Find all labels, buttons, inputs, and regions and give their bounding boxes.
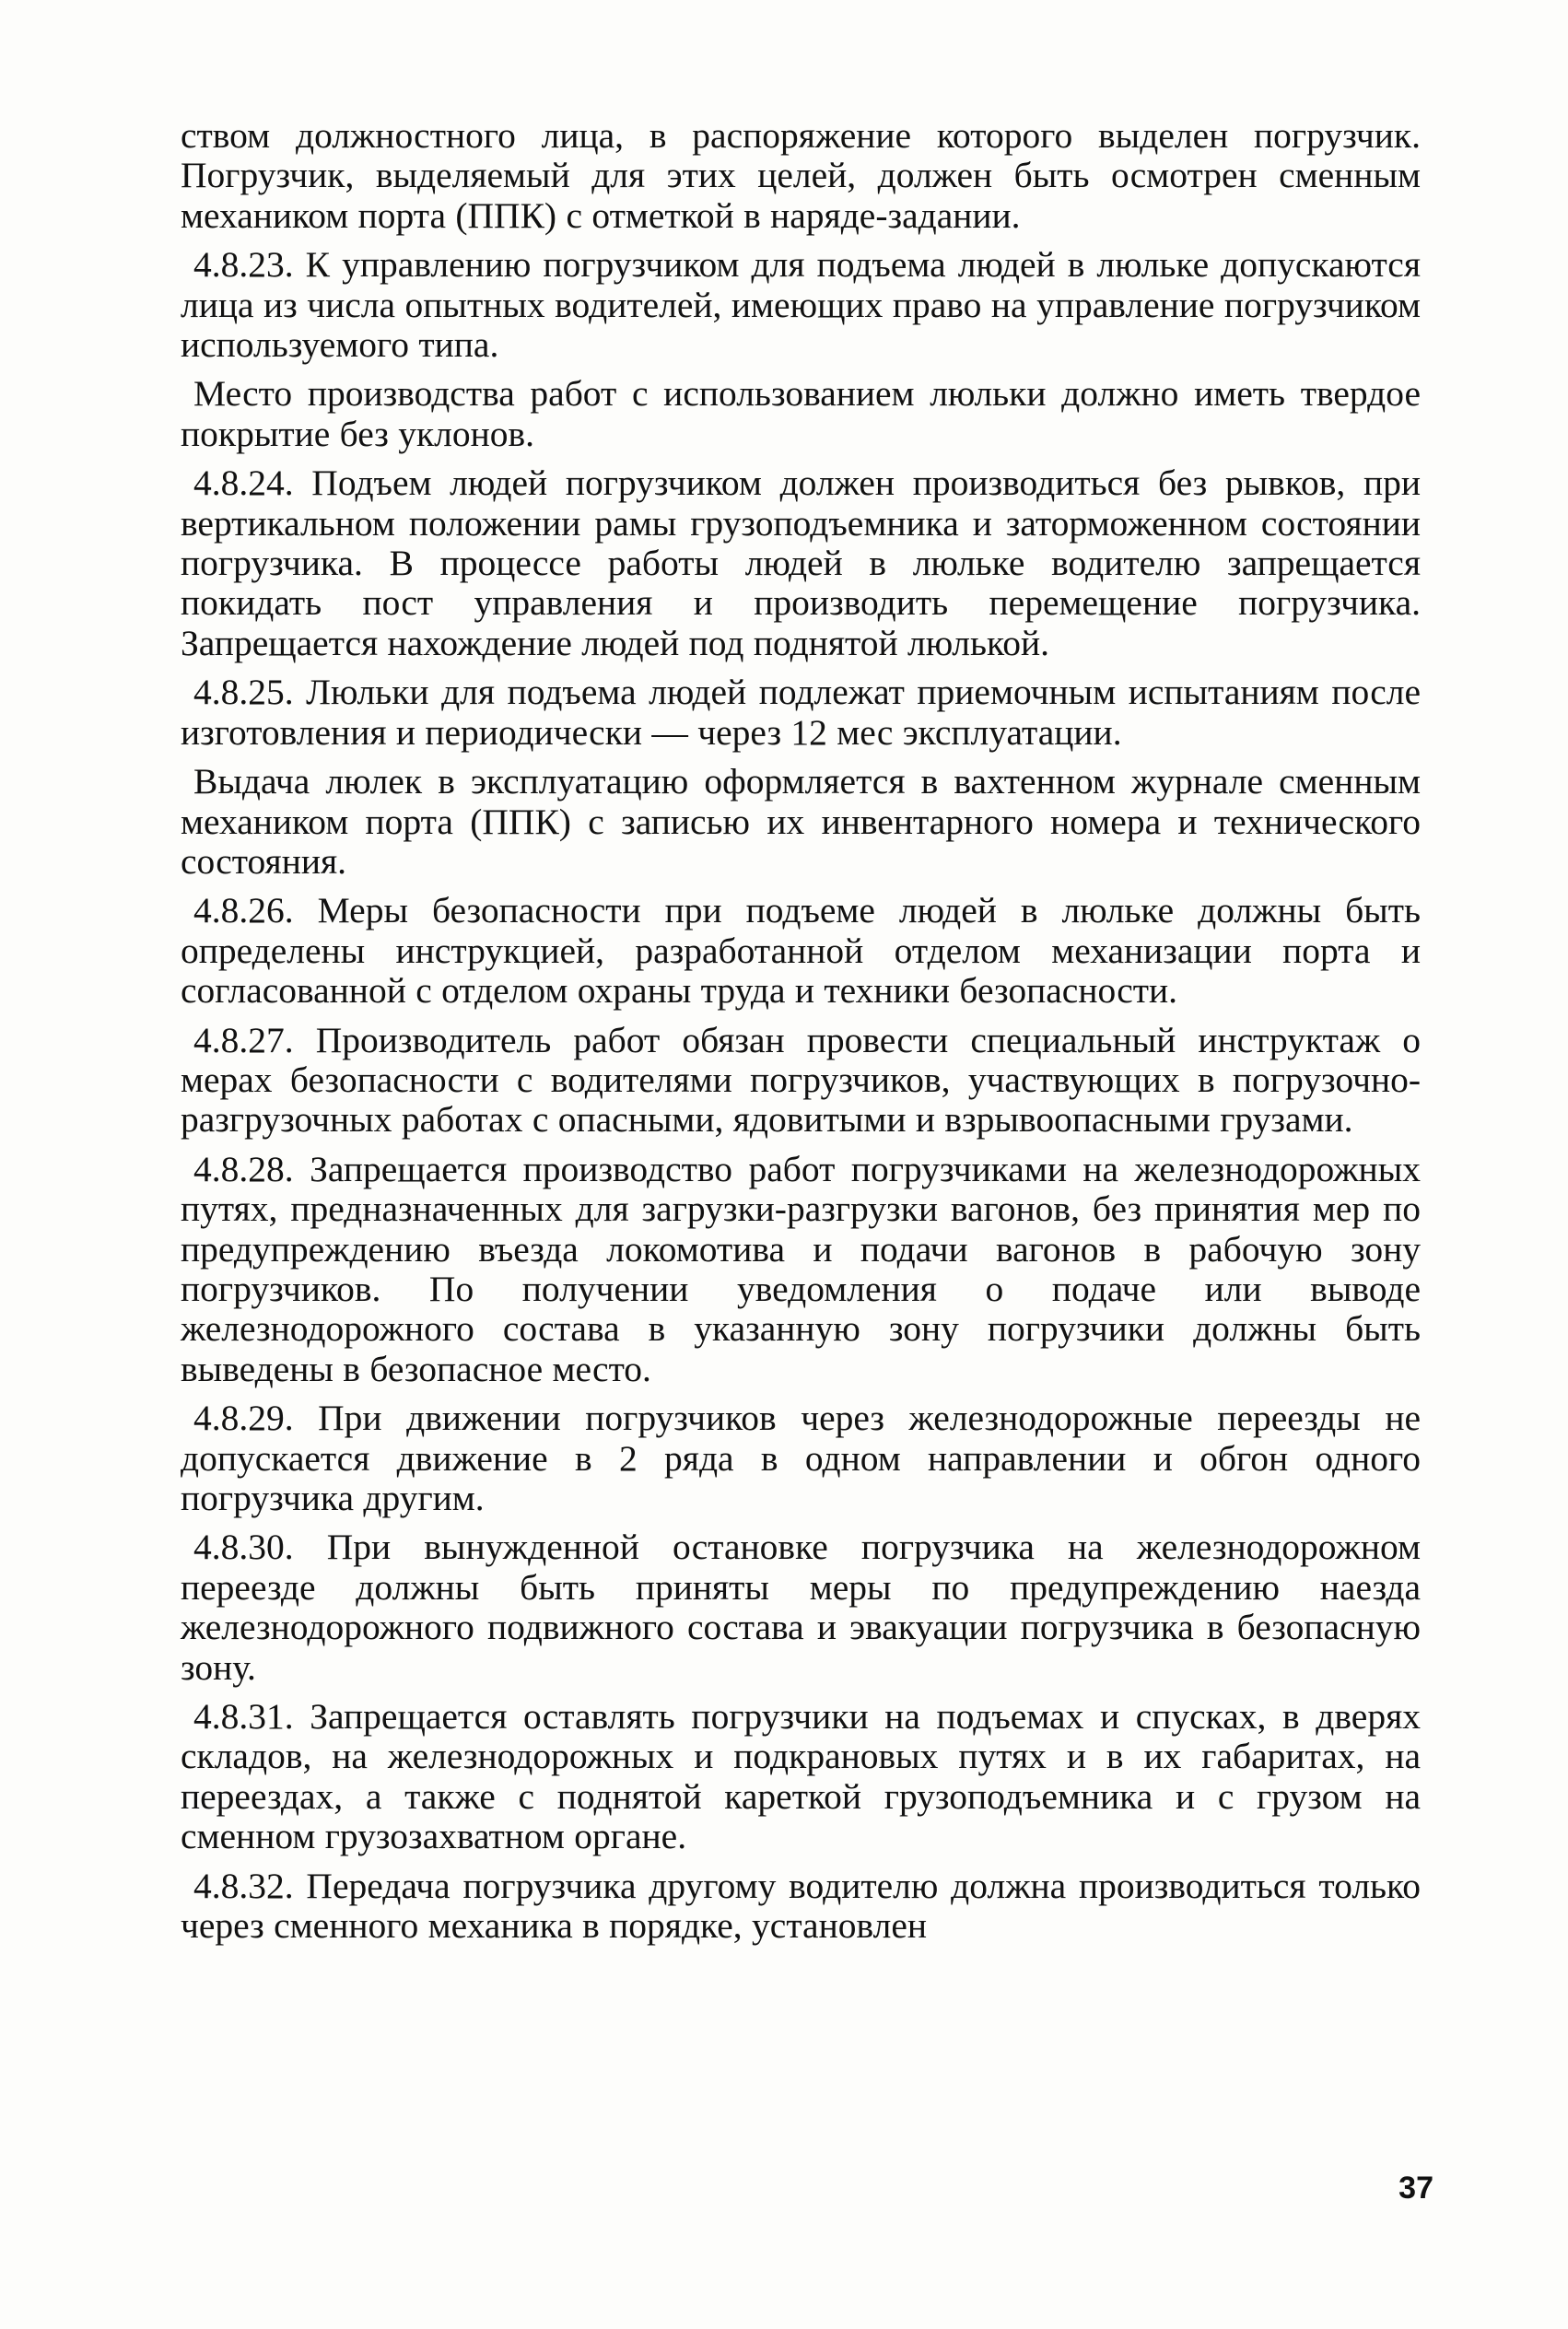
paragraph-4-8-28: 4.8.28. Запрещается производство работ погрузчиками на железнодорожных путях, предназначенных для загрузки-разгрузки вагонов, без принятия мер по предупреждению въезда локомотива и подачи вагонов в рабочую зону погрузчиков. По получении уведомления о подаче или выводе железнодорожного состава в указанную зону погрузчики должны быть выведены в безопасное место. <box>181 1148 1421 1389</box>
paragraph-4-8-22-continuation: ством должностного лица, в распоряжение которого выделен погрузчик. Погрузчик, выделяемый для этих целей, должен быть осмотрен сменным механиком порта (ППК) с отметкой в наряде-задании. <box>181 115 1421 236</box>
paragraph-4-8-25-issuance: Выдача люлек в эксплуатацию оформляется в вахтенном журнале сменным механиком порта (ППК) с записью их инвентарного номера и технического состояния. <box>181 761 1421 882</box>
paragraph-4-8-32: 4.8.32. Передача погрузчика другому водителю должна производиться только через сменного механика в порядке, установлен <box>181 1865 1421 1947</box>
paragraph-4-8-31: 4.8.31. Запрещается оставлять погрузчики на подъемах и спусках, в дверях складов, на железнодорожных и подкрановых путях и в их габаритах, на переездах, а также с поднятой кареткой грузоподъемника и с грузом на сменном грузозахватном органе. <box>181 1696 1421 1857</box>
paragraph-4-8-23-work-site: Место производства работ с использованием люльки должно иметь твердое покрытие без уклонов. <box>181 373 1421 454</box>
paragraph-4-8-29: 4.8.29. При движении погрузчиков через железнодорожные переезды не допускается движение в 2 ряда в одном направлении и обгон одного погрузчика другим. <box>181 1398 1421 1518</box>
page-number: 37 <box>1398 2171 1433 2206</box>
paragraph-4-8-30: 4.8.30. При вынужденной остановке погрузчика на железнодорожном переезде должны быть приняты меры по предупреждению наезда железнодорожного подвижного состава и эвакуации погрузчика в безопасную зону. <box>181 1527 1421 1688</box>
paragraph-4-8-24: 4.8.24. Подъем людей погрузчиком должен производиться без рывков, при вертикальном положении рамы грузоподъемника и заторможенном состоянии погрузчика. В процессе работы людей в люльке водителю запрещается покидать пост управления и производить перемещение погрузчика. Запрещается нахождение людей под поднятой люлькой. <box>181 462 1421 663</box>
paragraph-4-8-25: 4.8.25. Люльки для подъема людей подлежат приемочным испытаниям после изготовления и периодически — через 12 мес эксплуатации. <box>181 672 1421 753</box>
paragraph-4-8-27: 4.8.27. Производитель работ обязан провести специальный инструктаж о мерах безопасности с водителями погрузчиков, участвующих в погрузочно-разгрузочных работах с опасными, ядовитыми и взрывоопасными грузами. <box>181 1019 1421 1141</box>
paragraph-4-8-26: 4.8.26. Меры безопасности при подъеме людей в люльке должны быть определены инструкцией, разработанной отделом механизации порта и согласованной с отделом охраны труда и техники безопасности. <box>181 890 1421 1012</box>
paragraph-4-8-23: 4.8.23. К управлению погрузчиком для подъема людей в люльке допускаются лица из числа опытных водителей, имеющих право на управление погрузчиком используемого типа. <box>181 244 1421 366</box>
document-body <box>181 116 1421 1946</box>
